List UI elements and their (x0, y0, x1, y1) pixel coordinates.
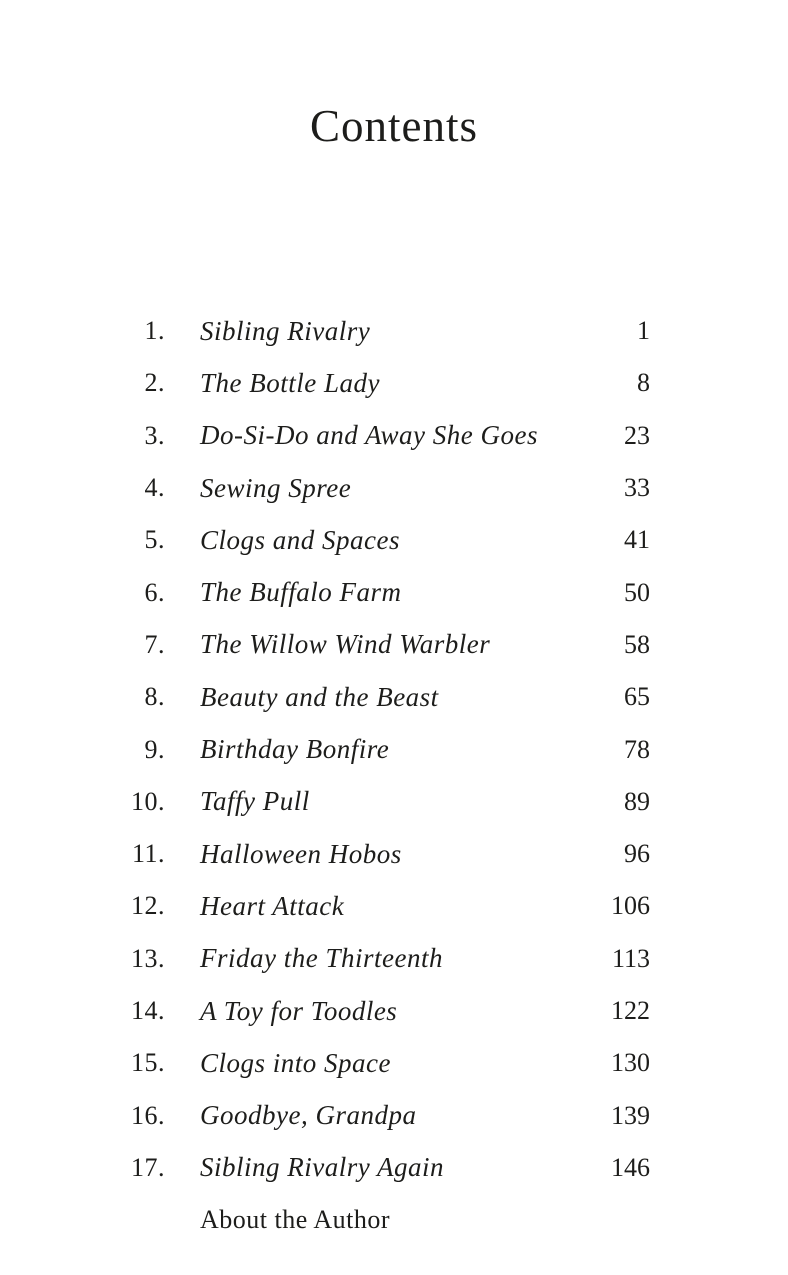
toc-entry (113, 1089, 650, 1141)
toc-entry (113, 828, 650, 880)
toc-entry-title: The Willow Wind Warbler (200, 629, 491, 660)
toc-entry-number: 16. (131, 1100, 165, 1130)
toc-entry-number: 15. (131, 1048, 165, 1078)
toc-entry-page: 96 (624, 839, 650, 869)
toc-entry-number: 9. (144, 734, 165, 764)
toc-entry (113, 305, 650, 357)
toc-entry-number: 6. (144, 577, 165, 607)
toc-list (113, 305, 650, 1246)
toc-entry-page: 50 (624, 577, 650, 607)
toc-entry-number: 1. (144, 316, 165, 346)
toc-entry-page: 33 (624, 473, 650, 503)
toc-entry-number: 13. (131, 943, 165, 973)
toc-entry-page: 113 (611, 943, 650, 973)
toc-entry (113, 880, 650, 932)
toc-entry-number: 7. (144, 629, 165, 659)
toc-entry (113, 985, 650, 1037)
toc-entry-title: The Buffalo Farm (200, 577, 402, 608)
toc-entry (113, 619, 650, 671)
toc-entry-number: 10. (131, 786, 165, 816)
toc-entry (113, 776, 650, 828)
toc-entry-number: 2. (144, 368, 165, 398)
toc-entry-number: 14. (131, 996, 165, 1025)
toc-entry-title: Clogs and Spaces (200, 524, 400, 555)
contents-page (0, 100, 788, 1275)
toc-entry-number: 5. (144, 525, 165, 555)
toc-entry-number: 3. (144, 420, 165, 450)
toc-entry-title: Taffy Pull (200, 786, 310, 817)
toc-entry-title: Friday the Thirteenth (200, 943, 443, 974)
toc-entry-title: Heart Attack (200, 890, 345, 921)
toc-entry (113, 410, 650, 462)
toc-entry-title: Goodbye, Grandpa (200, 1100, 417, 1131)
toc-entry-page: 146 (611, 1152, 650, 1182)
toc-entry-title: Do-Si-Do and Away She Goes (200, 420, 538, 451)
toc-entry-title: Clogs into Space (200, 1047, 391, 1078)
toc-entry (113, 723, 650, 775)
toc-entry-page: 1 (637, 316, 650, 346)
toc-entry-page: 122 (611, 996, 650, 1025)
toc-entry-title: Beauty and the Beast (200, 681, 439, 712)
toc-entry (113, 1194, 650, 1246)
toc-entry-page: 89 (624, 786, 650, 816)
toc-entry-title: Sewing Spree (200, 472, 352, 503)
toc-entry-page: 8 (637, 368, 650, 398)
toc-entry-page: 41 (624, 525, 650, 555)
toc-entry-number: 4. (144, 473, 165, 503)
toc-entry (113, 357, 650, 409)
toc-entry-title: Sibling Rivalry (200, 315, 371, 346)
toc-entry-number: 8. (144, 682, 165, 712)
toc-entry (113, 1142, 650, 1194)
toc-entry-page: 23 (624, 420, 650, 450)
toc-entry-title: Halloween Hobos (200, 838, 402, 869)
toc-entry-page: 139 (611, 1100, 650, 1130)
toc-entry (113, 462, 650, 514)
toc-entry (113, 671, 650, 723)
toc-entry-page: 130 (611, 1048, 650, 1078)
toc-entry-page: 58 (624, 629, 650, 659)
toc-entry-number: 17. (131, 1152, 165, 1182)
toc-entry-page: 78 (624, 734, 650, 764)
toc-entry (113, 933, 650, 985)
toc-entry-title: About the Author (200, 1205, 390, 1235)
toc-entry (113, 1037, 650, 1089)
toc-entry-title: A Toy for Toodles (200, 995, 398, 1026)
toc-entry-number: 11. (131, 839, 165, 869)
toc-entry-number: 12. (131, 891, 165, 921)
toc-entry (113, 514, 650, 566)
toc-entry-page: 106 (611, 891, 650, 921)
toc-entry (113, 566, 650, 618)
toc-entry-title: Sibling Rivalry Again (200, 1152, 444, 1183)
toc-entry-title: Birthday Bonfire (200, 734, 390, 765)
toc-entry-title: The Bottle Lady (200, 367, 380, 398)
toc-entry-page: 65 (624, 682, 650, 712)
page-title: Contents (309, 101, 478, 151)
